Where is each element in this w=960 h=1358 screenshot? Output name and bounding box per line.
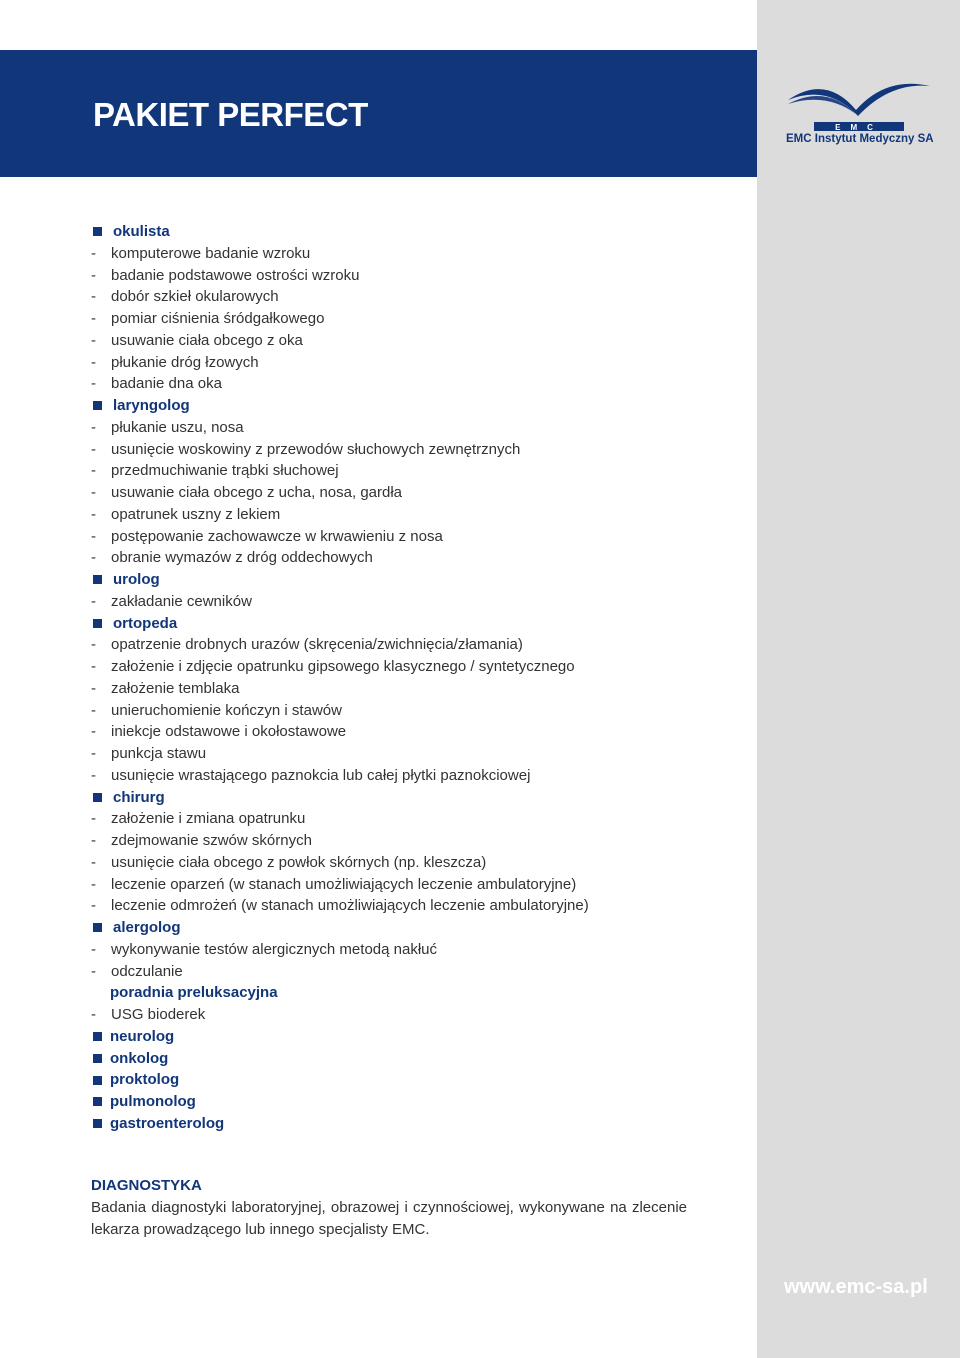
dash-marker: - — [91, 527, 96, 545]
square-bullet-icon — [93, 1054, 102, 1063]
diagnostics-title: DIAGNOSTYKA — [91, 1177, 202, 1194]
list-item-text: płukanie uszu, nosa — [111, 418, 244, 436]
list-item-text: zdejmowanie szwów skórnych — [111, 832, 312, 849]
logo-company-name: EMC Instytut Medyczny SA — [786, 133, 934, 145]
list-item — [91, 439, 691, 461]
dash-marker: - — [91, 679, 96, 697]
specialty-heading — [91, 395, 691, 417]
list-item — [91, 265, 691, 287]
list-item — [91, 721, 691, 743]
dash-marker: - — [91, 766, 96, 784]
list-item-text: pomiar ciśnienia śródgałkowego — [111, 310, 325, 327]
list-item-text: opatrunek uszny z lekiem — [111, 505, 281, 523]
list-item — [91, 308, 691, 330]
specialty-heading — [91, 982, 691, 1004]
list-item — [91, 808, 691, 830]
dash-marker: - — [91, 962, 96, 980]
specialty-name: gastroenterolog — [110, 1114, 225, 1132]
list-item-text: punkcja stawu — [111, 745, 207, 762]
dash-marker: - — [91, 440, 96, 458]
dash-marker: - — [91, 505, 96, 523]
list-item-text: zakładanie cewników — [111, 592, 252, 610]
diagnostics-section — [91, 1175, 687, 1241]
list-item-text: badanie dna oka — [111, 375, 222, 393]
dash-marker: - — [91, 353, 96, 371]
list-item-text: obranie wymazów z dróg oddechowych — [111, 549, 373, 567]
list-item — [91, 852, 691, 874]
square-bullet-icon — [93, 575, 102, 584]
list-item — [91, 678, 691, 700]
specialty-name: proktolog — [110, 1071, 180, 1089]
dash-marker: - — [91, 723, 96, 741]
specialty-name: alergolog — [113, 919, 181, 936]
list-item — [91, 352, 691, 374]
square-bullet-icon — [93, 619, 102, 628]
specialty-heading — [91, 569, 691, 591]
specialty-heading — [91, 1026, 691, 1048]
dash-marker: - — [91, 745, 96, 762]
list-item-text: opatrzenie drobnych urazów (skręcenia/zwichnięcia/złamania) — [111, 636, 523, 654]
specialty-name: chirurg — [113, 788, 165, 806]
dash-marker: - — [91, 592, 96, 610]
specialty-name: neurolog — [110, 1027, 175, 1045]
list-item-text: dobór szkieł okularowych — [111, 288, 279, 306]
dash-marker: - — [91, 853, 96, 871]
list-item — [91, 482, 691, 504]
square-bullet-icon — [93, 923, 102, 932]
square-bullet-icon — [93, 1119, 102, 1128]
list-item — [91, 830, 691, 852]
dash-marker: - — [91, 1006, 96, 1023]
square-bullet-icon — [93, 1097, 102, 1106]
logo-brand: EMC — [835, 123, 883, 132]
list-item-text: założenie i zmiana opatrunku — [111, 810, 306, 828]
specialty-name: onkolog — [110, 1049, 169, 1067]
specialty-heading — [91, 221, 691, 243]
list-item-text: płukanie dróg łzowych — [111, 353, 259, 371]
list-item — [91, 765, 691, 787]
list-item — [91, 961, 691, 983]
list-item-text: usunięcie woskowiny z przewodów słuchowych zewnętrznych — [111, 440, 521, 458]
dash-marker: - — [91, 875, 96, 893]
specialty-heading — [91, 1113, 691, 1135]
list-item — [91, 460, 691, 482]
square-bullet-icon — [93, 1076, 102, 1085]
dash-marker: - — [91, 288, 96, 306]
dash-marker: - — [91, 897, 96, 915]
dash-marker: - — [91, 701, 96, 719]
list-item — [91, 656, 691, 678]
list-item-text: leczenie oparzeń (w stanach umożliwiających leczenie ambulatoryjne) — [111, 875, 577, 893]
list-item — [91, 1004, 691, 1026]
dash-marker: - — [91, 810, 96, 828]
dash-marker: - — [91, 658, 96, 675]
list-item-text: założenie i zdjęcie opatrunku gipsowego klasycznego / syntetycznego — [111, 658, 575, 675]
dash-marker: - — [91, 375, 96, 393]
specialty-heading — [91, 787, 691, 809]
list-item-text: postępowanie zachowawcze w krwawieniu z nosa — [111, 527, 443, 545]
list-item — [91, 243, 691, 265]
diagnostics-text: Badania diagnostyki laboratoryjnej, obrazowej i czynnościowej, wykonywane na zlecenie lekarza prowadzącego lub innego specjalisty EMC. — [91, 1199, 687, 1238]
dash-marker: - — [91, 418, 96, 436]
list-item-text: badanie podstawowe ostrości wzroku — [111, 266, 360, 284]
list-item — [91, 547, 691, 569]
dash-marker: - — [91, 636, 96, 654]
bird-wings-icon — [786, 80, 936, 132]
list-item — [91, 634, 691, 656]
specialty-heading — [91, 1069, 691, 1091]
list-item — [91, 939, 691, 961]
list-item-text: usunięcie ciała obcego z powłok skórnych (np. kleszcza) — [111, 853, 487, 871]
website-link[interactable]: www.emc-sa.pl — [784, 1276, 928, 1298]
specialty-heading — [91, 613, 691, 635]
list-item-text: usuwanie ciała obcego z ucha, nosa, gardła — [111, 484, 403, 501]
dash-marker: - — [91, 832, 96, 849]
list-item-text: USG bioderek — [111, 1006, 206, 1023]
dash-marker: - — [91, 310, 96, 327]
square-bullet-icon — [93, 793, 102, 802]
dash-marker: - — [91, 331, 96, 349]
services-list — [91, 221, 691, 1135]
list-item-text: usuwanie ciała obcego z oka — [111, 331, 303, 349]
specialty-name: urolog — [113, 571, 160, 588]
dash-marker: - — [91, 266, 96, 284]
list-item-text: iniekcje odstawowe i okołostawowe — [111, 723, 347, 741]
specialty-name: laryngolog — [113, 397, 190, 414]
specialty-name: okulista — [113, 223, 170, 240]
list-item-text: założenie temblaka — [111, 679, 240, 697]
square-bullet-icon — [93, 1032, 102, 1041]
list-item — [91, 330, 691, 352]
square-bullet-icon — [93, 227, 102, 236]
specialty-name: poradnia preluksacyjna — [110, 984, 278, 1002]
list-item-text: wykonywanie testów alergicznych metodą nakłuć — [111, 940, 437, 958]
dash-marker: - — [91, 462, 96, 480]
list-item-text: unieruchomienie kończyn i stawów — [111, 701, 342, 719]
list-item — [91, 286, 691, 308]
list-item — [91, 504, 691, 526]
list-item — [91, 526, 691, 548]
specialty-heading — [91, 1048, 691, 1070]
emc-logo — [786, 80, 936, 150]
dash-marker: - — [91, 244, 96, 262]
dash-marker: - — [91, 484, 96, 501]
specialty-name: ortopeda — [113, 614, 178, 632]
specialty-heading — [91, 917, 691, 939]
list-item — [91, 895, 691, 917]
list-item — [91, 700, 691, 722]
side-strip — [757, 0, 960, 1358]
list-item-text: przedmuchiwanie trąbki słuchowej — [111, 462, 339, 480]
specialty-name: pulmonolog — [110, 1093, 196, 1110]
list-item-text: usunięcie wrastającego paznokcia lub całej płytki paznokciowej — [111, 766, 531, 784]
list-item — [91, 874, 691, 896]
page-title: PAKIET PERFECT — [93, 96, 368, 133]
list-item-text: odczulanie — [111, 962, 183, 980]
dash-marker: - — [91, 940, 96, 958]
list-item-text: komputerowe badanie wzroku — [111, 244, 311, 262]
list-item — [91, 417, 691, 439]
specialty-heading — [91, 1091, 691, 1113]
square-bullet-icon — [93, 401, 102, 410]
list-item — [91, 591, 691, 613]
list-item — [91, 373, 691, 395]
dash-marker: - — [91, 549, 96, 567]
list-item-text: leczenie odmrożeń (w stanach umożliwiających leczenie ambulatoryjne) — [111, 897, 589, 915]
list-item — [91, 743, 691, 765]
